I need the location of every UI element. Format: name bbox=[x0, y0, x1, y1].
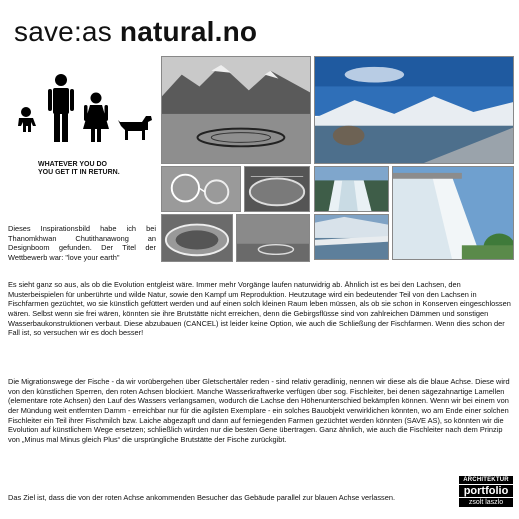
dam-spillway-photo bbox=[392, 166, 514, 260]
mountain-road-lake-photo bbox=[314, 56, 514, 164]
gray-water-photo bbox=[236, 214, 310, 262]
waterfall-photo bbox=[314, 166, 389, 212]
portfolio-badge bbox=[459, 476, 513, 508]
fish-farm-rings-photo bbox=[161, 166, 241, 212]
woman-icon bbox=[83, 93, 109, 143]
tagline-line-1: WHATEVER YOU DO bbox=[38, 161, 107, 168]
family-pictogram bbox=[14, 72, 154, 144]
intro-text: Dieses Inspirationsbild habe ich bei Thanomkhwan Chutithanawong an Designboom gefunden. Der Titel der Wettbewerb war: "love your earth" bbox=[8, 224, 156, 262]
dog-icon bbox=[118, 116, 152, 140]
title-light-part: save:as bbox=[14, 16, 120, 47]
badge-label-architektur: ARCHITEKTUR bbox=[459, 476, 513, 484]
body-paragraph: Das Ziel ist, dass die von der roten Achse ankommenden Besucher das Gebäude parallel zur blauen Achse verlassen. bbox=[8, 493, 395, 502]
tagline bbox=[38, 161, 158, 177]
title-bold-part: natural.no bbox=[119, 16, 258, 47]
man-icon bbox=[48, 74, 74, 142]
dam-reservoir-photo bbox=[314, 214, 389, 260]
fish-net-pen-photo bbox=[161, 214, 233, 262]
body-paragraph: Die Migrationswege der Fische - da wir vorübergehen über Gletschertäler reden - sind relativ geradlinig, nennen wir diese als die blaue Achse. Diese wird von den künstlichen Sperren, den roten Achsen blockiert. Manche Wasserkraftwerke verfügen über sog. Fischleiter, bei denen sägezahnartige Lamellen (elementare rote Achsen) den Lauf des Wassers verlangsamen, wodurch die Lachse den Höhenunterschied bekämpfen können. Wenn wir bei einem von der Mündung weit entfernten Damm - erreichbar nur für die agilsten Exemplare - ein solches Bauobjekt verwirklichen könnten, wo am Ende einer solchen Fischleiter ein Teil ihrer Fischmilch bzw. Laiche abgezapft und dann auf ferniegenden Farmen gezüchtet werden könnten (SAVE AS), so könnten wir die Evolution auf künstlichem Wege ersetzen; schließlich würden nur die besten Gene übertragen. Ganz ähnlich, wie auch die Fischleiter nach dem Prinzip von „Minus mal Minus gleich Plus“ die ursprüngliche Brutstätte der Fische zurückgibt. bbox=[8, 377, 510, 444]
badge-label-portfolio: portfolio bbox=[459, 485, 513, 497]
body-paragraph: Es sieht ganz so aus, als ob die Evolution entgleist wäre. Immer mehr Vorgänge laufen naturwidrig ab. Ähnlich ist es bei den Lachsen, den Musterbeispielen für unberührte und wilde Natur, sowie den Kampf um Reproduktion. Heutzutage wird ein bedeutender Teil von den Lachsen in Fischfarmen gezüchtet, wo sie künstlich gefüttert werden und auf einen solch kleinen Raum leben müssen, als ob sie schon in Konserven eingeschlossen wären. Selbst wenn sie frei wären, könnten sie ihre Brutstätte nicht erreichen, denn die Gebirgsflüsse sind von zahlreichen Dämmen und sonstigen Wasserbaukonstruktionen verbaut. Diese abzubauen (CANCEL) ist leider keine Option, wie auch die Schließung der Fischfarmen. Wenn dies schon der Fall ist, so versuchen wir es doch besser! bbox=[8, 280, 511, 338]
fish-pen-closeup-photo bbox=[244, 166, 310, 212]
mountain-lake-fish-farm-photo bbox=[161, 56, 311, 164]
tagline-line-2: YOU GET IT IN RETURN. bbox=[38, 169, 120, 177]
badge-label-author: zsolt laszlo bbox=[459, 498, 513, 507]
page-title bbox=[14, 18, 257, 46]
baby-icon bbox=[18, 107, 36, 132]
